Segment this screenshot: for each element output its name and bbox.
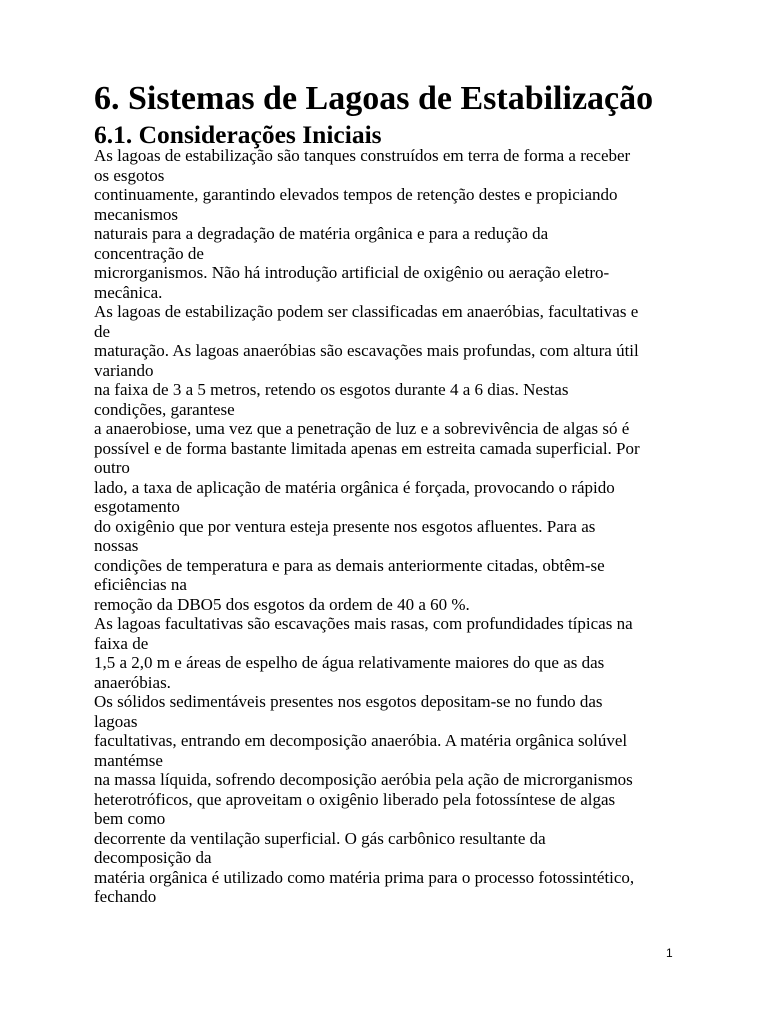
text-line: eficiências na — [94, 575, 187, 594]
text-line: As lagoas facultativas são escavações mais rasas, com profundidades típicas na — [94, 614, 633, 633]
text-line: mantémse — [94, 750, 163, 770]
text-line: microrganismos. Não há introdução artificial de oxigênio ou aeração eletro- — [94, 263, 610, 282]
text-line: a anaerobiose, uma vez que a penetração de luz e a sobrevivência de algas só é — [94, 419, 630, 438]
text-line: possível e de forma bastante limitada apenas em estreita camada superficial. Por — [94, 438, 640, 458]
text-line: lagoas — [94, 711, 138, 731]
text-line: fechando — [94, 887, 157, 906]
text-line: variando — [94, 360, 154, 380]
text-line: na faixa de 3 a 5 metros, retendo os esgotos durante 4 a 6 dias. Nestas — [94, 380, 569, 399]
text-line: nossas — [94, 536, 139, 555]
text-line: decorrente da ventilação superficial. O gás carbônico resultante da — [94, 828, 546, 848]
text-line: maturação. As lagoas anaeróbias são escavações mais profundas, com altura útil — [94, 341, 639, 360]
text-line: faixa de — [94, 633, 149, 653]
paragraph-text — [94, 146, 684, 907]
text-line: heterotróficos, que aproveitam o oxigênio liberado pela fotossíntese de algas — [94, 789, 616, 809]
document-body — [94, 80, 684, 907]
text-line: condições, garantese — [94, 399, 235, 419]
text-line: anaeróbias. — [94, 672, 171, 692]
text-line: matéria orgânica é utilizado como matéria prima para o processo fotossintético, — [94, 867, 635, 887]
text-line: outro — [94, 458, 130, 477]
page-number: 1 — [666, 946, 673, 960]
text-line: decomposição da — [94, 848, 212, 867]
section-title: 6.1. Considerações Iniciais — [94, 120, 382, 149]
text-line: remoção da DBO5 dos esgotos da ordem de 40 a 60 %. — [94, 594, 470, 614]
text-line: As lagoas de estabilização podem ser classificadas em anaeróbias, facultativas e — [94, 302, 639, 321]
document-title: 6. Sistemas de Lagoas de Estabilização — [94, 80, 654, 117]
text-line: do oxigênio que por ventura esteja presente nos esgotos afluentes. Para as — [94, 516, 596, 536]
text-line: facultativas, entrando em decomposição anaeróbia. A matéria orgânica solúvel — [94, 731, 628, 750]
text-line: As lagoas de estabilização são tanques construídos em terra de forma a receber — [94, 146, 631, 165]
text-line: concentração de — [94, 243, 204, 263]
text-line: bem como — [94, 809, 166, 828]
text-line: condições de temperatura e para as demais anteriormente citadas, obtêm-se — [94, 555, 605, 575]
text-line: lado, a taxa de aplicação de matéria orgânica é forçada, provocando o rápido — [94, 477, 615, 497]
text-line: esgotamento — [94, 497, 180, 516]
text-line: mecanismos — [94, 204, 179, 224]
text-line: na massa líquida, sofrendo decomposição aeróbia pela ação de microrganismos — [94, 770, 633, 789]
text-line: Os sólidos sedimentáveis presentes nos esgotos depositam-se no fundo das — [94, 692, 603, 711]
text-line: de — [94, 321, 111, 341]
text-line: continuamente, garantindo elevados tempos de retenção destes e propiciando — [94, 185, 618, 204]
text-line: os esgotos — [94, 165, 165, 185]
text-line: naturais para a degradação de matéria orgânica e para a redução da — [94, 224, 549, 243]
text-line: 1,5 a 2,0 m e áreas de espelho de água relativamente maiores do que as das — [94, 653, 605, 672]
text-line: mecânica. — [94, 282, 163, 302]
